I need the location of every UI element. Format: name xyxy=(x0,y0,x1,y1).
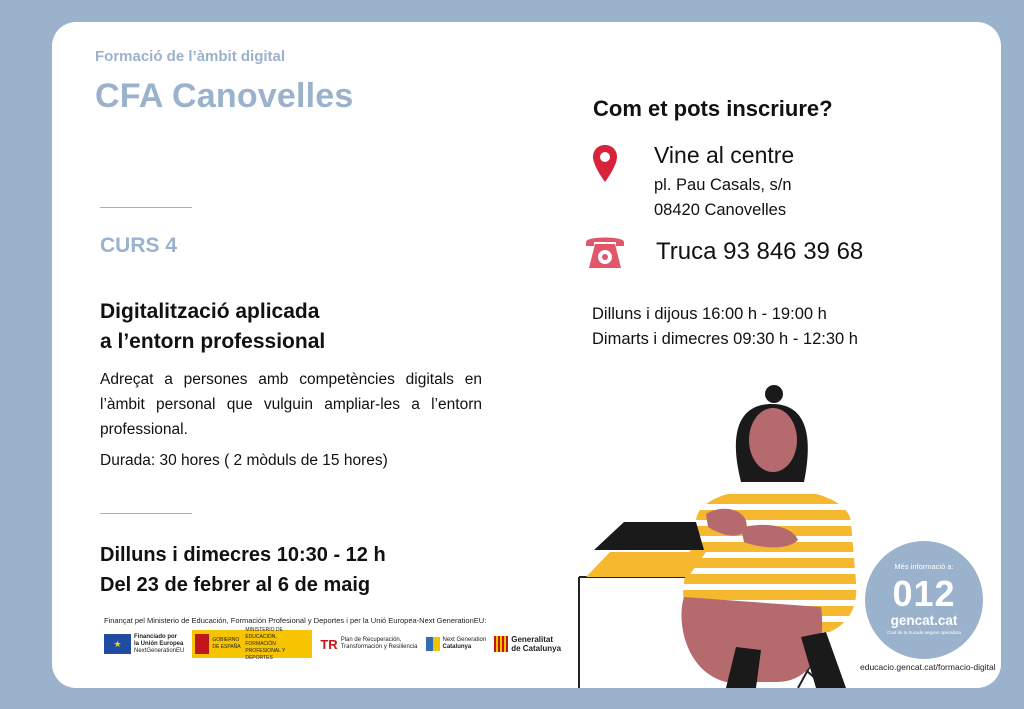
info-012-badge xyxy=(865,541,983,659)
center-address xyxy=(654,173,792,223)
enrol-heading: Com et pots inscriure? xyxy=(593,96,833,121)
hours-mon-thu: Dilluns i dijous 16:00 h - 19:00 h xyxy=(592,305,827,323)
telephone-icon xyxy=(583,232,627,272)
program-subtitle: Formació de l’àmbit digital xyxy=(95,48,286,65)
course-number: CURS 4 xyxy=(100,234,178,257)
eu-logo xyxy=(104,634,184,655)
address-city: 08420 Canovelles xyxy=(654,201,787,219)
tr-logo-text2: Transformación y Resiliencia xyxy=(340,644,418,650)
eu-logo-text2: la Unión Europea xyxy=(134,640,184,647)
eu-logo-text1: Financiado por xyxy=(134,633,178,640)
call-cost-note: Cost de la trucada segons operadora xyxy=(886,630,962,635)
es-logo-text1: GOBIERNO DE ESPAÑA xyxy=(212,637,241,650)
divider-bottom xyxy=(100,513,192,514)
schedule-dates: Del 23 de febrer al 6 de maig xyxy=(100,574,371,596)
recovery-plan-logo xyxy=(320,637,417,651)
flyer-card xyxy=(52,22,1001,688)
spain-crest-icon xyxy=(195,634,209,654)
spain-ministry-logo xyxy=(192,626,312,661)
divider-top xyxy=(100,207,192,208)
gen-logo-text1: Generalitat xyxy=(511,635,554,644)
recovery-plan-icon: TR xyxy=(320,636,338,652)
course-duration: Durada: 30 hores ( 2 mòduls de 15 hores) xyxy=(100,452,388,469)
course-title-line2: a l’entorn professional xyxy=(100,330,326,353)
gen-logo-text2: de Catalunya xyxy=(511,644,562,653)
course-title-line1: Digitalització aplicada xyxy=(100,300,320,323)
eu-logo-text3: NextGenerationEU xyxy=(134,647,185,654)
next-generation-catalunya-logo xyxy=(426,637,487,651)
es-logo-text2: MINISTERIO DE EDUCACIÓN, FORMACIÓN PROFESIONAL Y DEPORTES xyxy=(245,626,286,661)
address-street: pl. Pau Casals, s/n xyxy=(654,176,792,194)
gencat-label: gencat.cat xyxy=(890,613,958,628)
funding-text: Finançat pel Ministerio de Educación, Formación Profesional y Deportes i per la Unió Europea-Next GenerationEU: xyxy=(104,616,487,625)
generalitat-flag-icon xyxy=(494,636,508,652)
hours-tue-wed: Dimarts i dimecres 09:30 h - 12:30 h xyxy=(592,330,858,348)
ng-logo-text1: Next Generation xyxy=(442,637,487,643)
info-phone-number: 012 xyxy=(892,573,956,614)
funding-logos xyxy=(104,626,574,661)
woman-at-laptop-illustration xyxy=(576,382,866,688)
more-info-label: Més informació a: xyxy=(894,562,954,571)
course-schedule xyxy=(100,540,386,600)
next-generation-icon xyxy=(426,637,440,651)
eu-flag-icon: ★ xyxy=(104,634,131,654)
schedule-days: Dilluns i dimecres 10:30 - 12 h xyxy=(100,544,386,566)
course-description: Adreçat a persones amb competències digitals en l’àmbit personal que vulguin ampliar-les a l’entorn professional. xyxy=(100,371,482,438)
course-title xyxy=(100,297,325,357)
call-label: Truca 93 846 39 68 xyxy=(656,238,864,265)
ng-logo-text2: Catalunya xyxy=(442,644,472,650)
footer-url[interactable]: educacio.gencat.cat/formacio-digital xyxy=(860,662,996,672)
visit-center-label: Vine al centre xyxy=(654,142,795,168)
office-hours xyxy=(592,302,858,352)
tr-logo-text1: Plan de Recuperación, xyxy=(340,637,402,643)
generalitat-logo xyxy=(494,635,561,653)
center-title: CFA Canovelles xyxy=(95,77,354,115)
map-pin-icon xyxy=(592,144,618,184)
